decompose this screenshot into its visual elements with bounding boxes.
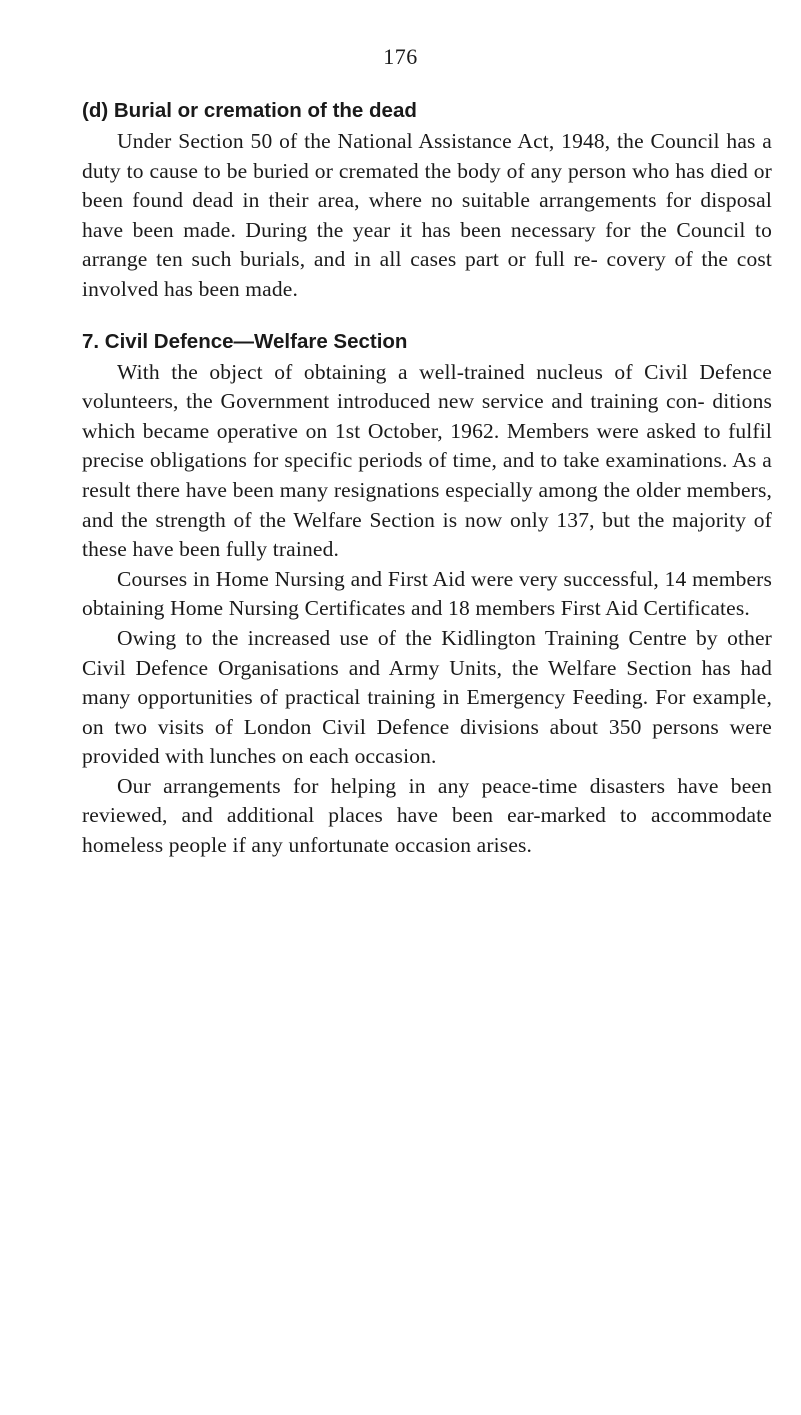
paragraph: Courses in Home Nursing and First Aid were very successful, 14 members obtaining Home Nursing Certificates and 18 members First Aid Certificates. xyxy=(82,566,772,621)
section-heading-civil-defence: 7. Civil Defence—Welfare Section xyxy=(82,329,408,353)
paragraph: Under Section 50 of the National Assistance Act, 1948, the Council has a duty to cause to be buried or cremated the body of any person who has died or been found dead in their area, where no suitable arrangements for disposal have been made. During the year it has been necessary for the Council to arrange ten such burials, and in all cases part or full re- covery of the cost involved has been made. xyxy=(82,129,772,301)
paragraph: Owing to the increased use of the Kidlington Training Centre by other Civil Defence Organisations and Army Units, the Welfare Section has had many opportunities of practical training in Emergency Feeding. For example, on two visits of London Civil Defence divisions about 350 persons were provided with lunches on each occasion. xyxy=(82,625,772,769)
page-number: 176 xyxy=(383,44,418,69)
paragraph: With the object of obtaining a well-trained nucleus of Civil Defence volunteers, the Government introduced new service and training con- ditions which became operative on 1st October, 1962. Members were asked to fulfil precise obligations for specific periods of time, and to take examinations. As a result there have been many resignations especially among the older members, and the strength of the Welfare Section is now only 137, but the majority of these have been fully trained. xyxy=(82,359,772,562)
page-content xyxy=(82,96,772,861)
section-burial-cremation xyxy=(82,96,772,305)
section-civil-defence-welfare xyxy=(82,327,772,861)
section-heading-burial: (d) Burial or cremation of the dead xyxy=(82,99,417,122)
paragraph: Our arrangements for helping in any peace-time disasters have been reviewed, and additional places have been ear-marked to accommodate homeless people if any unfortunate occasion arises. xyxy=(82,773,772,858)
